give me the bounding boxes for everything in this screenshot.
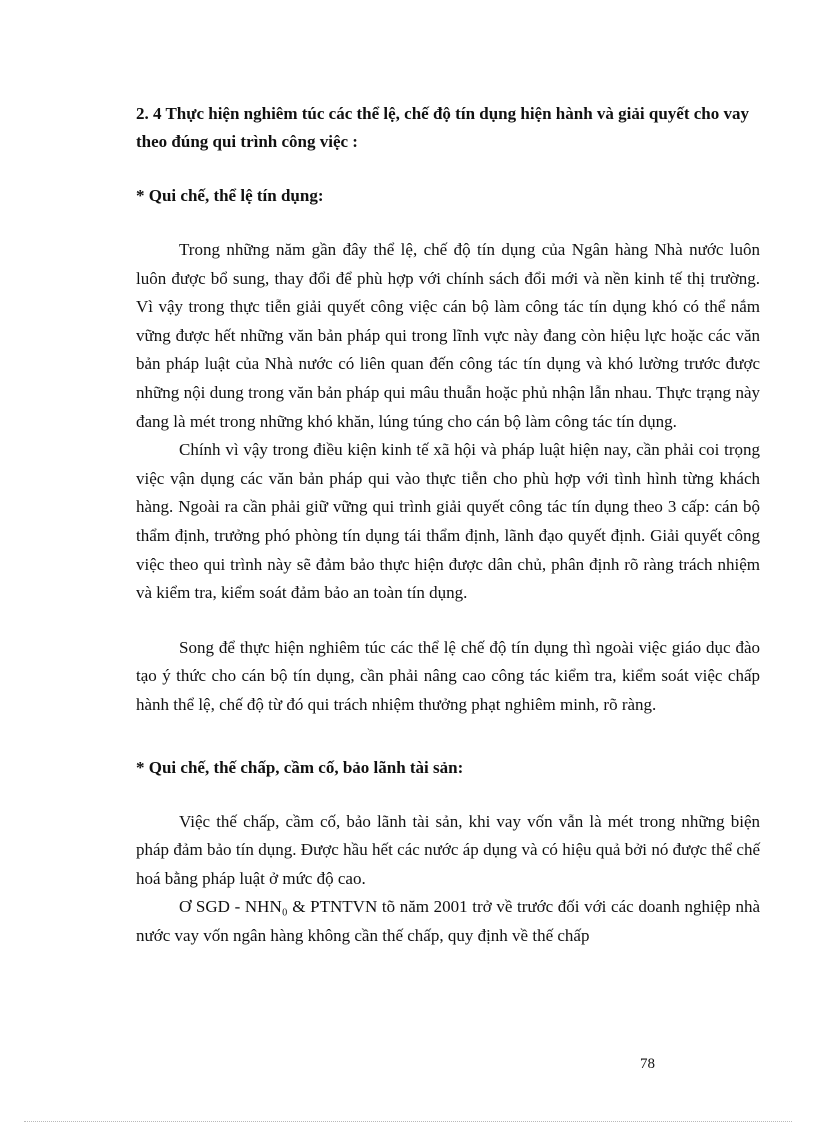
paragraph-2: Chính vì vậy trong điều kiện kinh tế xã hội và pháp luật hiện nay, cần phải coi trọng việc vận dụng các văn bản pháp qui vào thực tiễn cho phù hợp với tình hình từng khách hàng. Ngoài ra cần phải giữ vững qui trình giải quyết công tác tín dụng theo 3 cấp: cán bộ thẩm định, trưởng phó phòng tín dụng tái thẩm định, lãnh đạo quyết định. Giải quyết công việc theo qui trình này sẽ đảm bảo thực hiện được dân chủ, phân định rõ ràng trách nhiệm và kiểm tra, kiểm soát đảm bảo an toàn tín dụng. [136, 440, 760, 603]
page-number: 78 [640, 1056, 655, 1072]
subheading-collateral-rules: * Qui chế, thế chấp, cầm cố, bảo lãnh tài sản: [136, 757, 464, 777]
document-page [136, 100, 760, 950]
footer-dotted-rule [24, 1121, 792, 1122]
section-heading: 2. 4 Thực hiện nghiêm túc các thể lệ, chế độ tín dụng hiện hành và giải quyết cho vay theo đúng qui trình công việc : [136, 104, 749, 151]
paragraph-5: Ơ SGD - NHN₀ & PTNTVN tõ năm 2001 trở về trước đối với các doanh nghiệp nhà nước vay vốn ngân hàng không cần thế chấp, quy định về thế chấp [136, 897, 760, 945]
paragraph-gap [136, 720, 760, 746]
paragraph-gap [136, 608, 760, 634]
paragraph-1: Trong những năm gần đây thể lệ, chế độ tín dụng của Ngân hàng Nhà nước luôn luôn được bổ sung, thay đổi để phù hợp với chính sách đổi mới và nền kinh tế thị trường. Vì vậy trong thực tiễn giải quyết công việc cán bộ làm công tác tín dụng khó có thể nắm vững được hết những văn bản pháp qui trong lĩnh vực này đang còn hiệu lực hoặc các văn bản pháp luật của Nhà nước có liên quan đến công tác tín dụng và khó lường trước được những nội dung trong văn bản pháp qui mâu thuẫn hoặc phủ nhận lẫn nhau. Thực trạng này đang là mét trong những khó khăn, lúng túng cho cán bộ làm công tác tín dụng. [136, 240, 760, 431]
subheading-credit-rules: * Qui chế, thể lệ tín dụng: [136, 186, 324, 205]
paragraph-3: Song để thực hiện nghiêm túc các thể lệ chế độ tín dụng thì ngoài việc giáo dục đào tạo ý thức cho cán bộ tín dụng, cần phải nâng cao công tác kiểm tra, kiểm soát việc chấp hành thể lệ, chế độ từ đó qui trách nhiệm thưởng phạt nghiêm minh, rõ ràng. [136, 637, 760, 714]
paragraph-4: Việc thế chấp, cầm cố, bảo lãnh tài sản, khi vay vốn vẫn là mét trong những biện pháp đảm bảo tín dụng. Được hầu hết các nước áp dụng và có hiệu quả bởi nó được thể chế hoá bằng pháp luật ở mức độ cao. [136, 811, 760, 888]
